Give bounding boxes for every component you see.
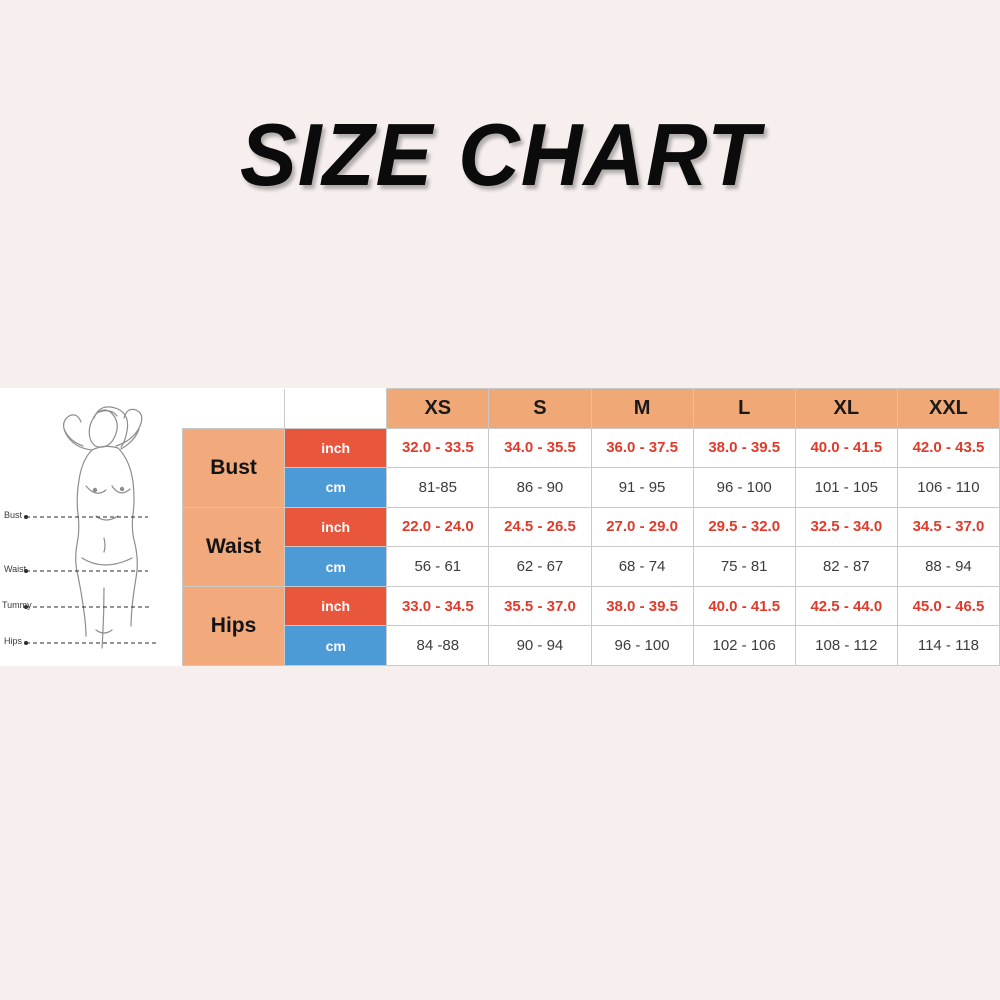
cell-hips-cm-l: 102 - 106 bbox=[693, 626, 795, 666]
table-row bbox=[183, 507, 1000, 547]
size-chart-band bbox=[0, 388, 1000, 666]
unit-label-cm-bust: cm bbox=[285, 468, 387, 508]
cell-bust-inch-xxl: 42.0 - 43.5 bbox=[897, 428, 999, 468]
unit-label-inch-hips: inch bbox=[285, 586, 387, 626]
female-body-figure-icon bbox=[0, 388, 182, 666]
cell-waist-cm-xxl: 88 - 94 bbox=[897, 547, 999, 587]
cell-hips-inch-xl: 42.5 - 44.0 bbox=[795, 586, 897, 626]
cell-waist-inch-xs: 22.0 - 24.0 bbox=[387, 507, 489, 547]
table-row bbox=[183, 547, 1000, 587]
measure-label-bust: Bust bbox=[183, 428, 285, 507]
table-row bbox=[183, 428, 1000, 468]
body-measurement-illustration bbox=[0, 388, 182, 666]
cell-bust-cm-xxl: 106 - 110 bbox=[897, 468, 999, 508]
cell-waist-cm-xl: 82 - 87 bbox=[795, 547, 897, 587]
table-row bbox=[183, 586, 1000, 626]
cell-waist-inch-xl: 32.5 - 34.0 bbox=[795, 507, 897, 547]
corner-cell-measure bbox=[183, 389, 285, 429]
cell-bust-inch-s: 34.0 - 35.5 bbox=[489, 428, 591, 468]
figure-label-bust: Bust bbox=[4, 510, 23, 520]
unit-label-cm-hips: cm bbox=[285, 626, 387, 666]
figure-label-hips: Hips bbox=[4, 636, 23, 646]
unit-label-inch-waist: inch bbox=[285, 507, 387, 547]
cell-hips-cm-xl: 108 - 112 bbox=[795, 626, 897, 666]
size-header-s: S bbox=[489, 389, 591, 429]
size-header-m: M bbox=[591, 389, 693, 429]
measure-label-hips: Hips bbox=[183, 586, 285, 665]
size-header-xs: XS bbox=[387, 389, 489, 429]
cell-waist-inch-l: 29.5 - 32.0 bbox=[693, 507, 795, 547]
cell-hips-inch-xs: 33.0 - 34.5 bbox=[387, 586, 489, 626]
unit-label-inch-bust: inch bbox=[285, 428, 387, 468]
page-title: SIZE CHART bbox=[239, 105, 761, 204]
cell-waist-inch-xxl: 34.5 - 37.0 bbox=[897, 507, 999, 547]
measure-label-waist: Waist bbox=[183, 507, 285, 586]
cell-waist-cm-m: 68 - 74 bbox=[591, 547, 693, 587]
cell-hips-inch-m: 38.0 - 39.5 bbox=[591, 586, 693, 626]
cell-waist-cm-l: 75 - 81 bbox=[693, 547, 795, 587]
cell-bust-cm-xs: 81-85 bbox=[387, 468, 489, 508]
size-table bbox=[182, 388, 1000, 666]
cell-bust-inch-xs: 32.0 - 33.5 bbox=[387, 428, 489, 468]
cell-bust-cm-l: 96 - 100 bbox=[693, 468, 795, 508]
cell-hips-cm-m: 96 - 100 bbox=[591, 626, 693, 666]
cell-bust-cm-m: 91 - 95 bbox=[591, 468, 693, 508]
cell-hips-cm-xxl: 114 - 118 bbox=[897, 626, 999, 666]
cell-bust-cm-s: 86 - 90 bbox=[489, 468, 591, 508]
size-table-wrapper bbox=[182, 388, 1000, 666]
cell-hips-inch-l: 40.0 - 41.5 bbox=[693, 586, 795, 626]
size-header-xl: XL bbox=[795, 389, 897, 429]
figure-label-tummy: Tummy bbox=[2, 600, 32, 610]
cell-waist-cm-xs: 56 - 61 bbox=[387, 547, 489, 587]
cell-waist-cm-s: 62 - 67 bbox=[489, 547, 591, 587]
cell-hips-cm-s: 90 - 94 bbox=[489, 626, 591, 666]
table-row bbox=[183, 468, 1000, 508]
cell-bust-inch-l: 38.0 - 39.5 bbox=[693, 428, 795, 468]
size-header-xxl: XXL bbox=[897, 389, 999, 429]
size-header-l: L bbox=[693, 389, 795, 429]
cell-bust-inch-xl: 40.0 - 41.5 bbox=[795, 428, 897, 468]
unit-label-cm-waist: cm bbox=[285, 547, 387, 587]
cell-bust-cm-xl: 101 - 105 bbox=[795, 468, 897, 508]
table-row bbox=[183, 626, 1000, 666]
corner-cell-unit bbox=[285, 389, 387, 429]
cell-hips-inch-s: 35.5 - 37.0 bbox=[489, 586, 591, 626]
cell-waist-inch-s: 24.5 - 26.5 bbox=[489, 507, 591, 547]
table-header-row bbox=[183, 389, 1000, 429]
figure-label-waist: Waist bbox=[4, 564, 27, 574]
cell-waist-inch-m: 27.0 - 29.0 bbox=[591, 507, 693, 547]
cell-hips-inch-xxl: 45.0 - 46.5 bbox=[897, 586, 999, 626]
cell-bust-inch-m: 36.0 - 37.5 bbox=[591, 428, 693, 468]
cell-hips-cm-xs: 84 -88 bbox=[387, 626, 489, 666]
